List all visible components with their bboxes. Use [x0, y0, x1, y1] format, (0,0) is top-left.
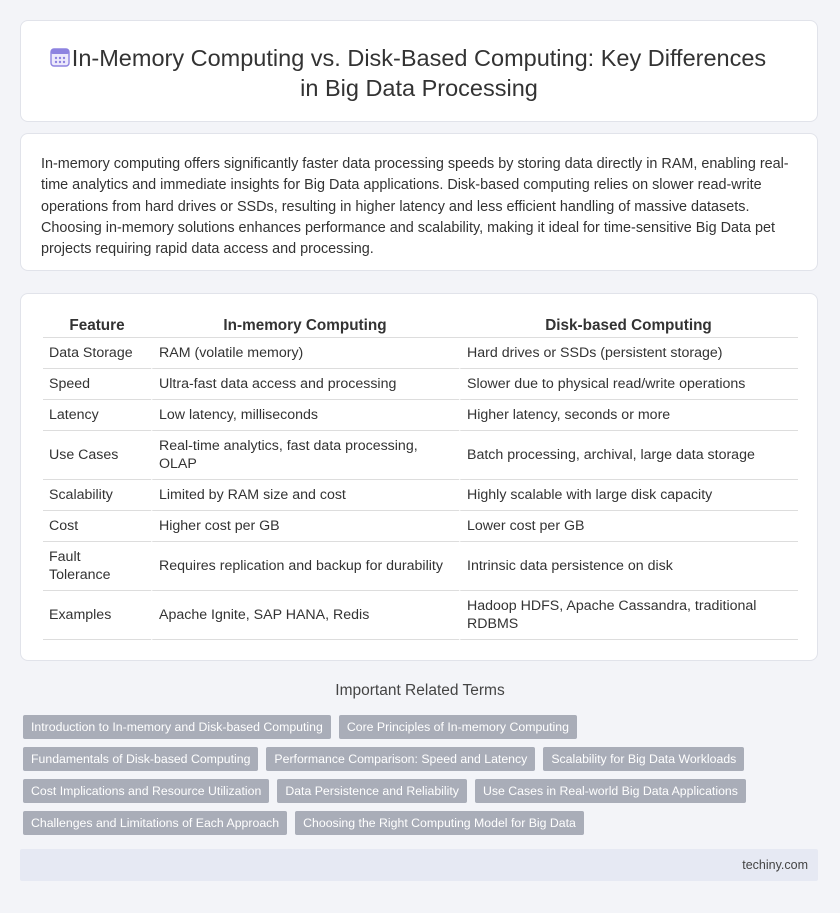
table-row: [43, 400, 798, 431]
table-header-row: [43, 314, 798, 338]
related-terms-heading: Important Related Terms: [335, 682, 505, 699]
related-term-tag[interactable]: Performance Comparison: Speed and Latency: [266, 747, 535, 771]
related-term-tag[interactable]: Data Persistence and Reliability: [277, 779, 467, 803]
row-feature: Scalability: [43, 480, 151, 511]
row-disk-based: Lower cost per GB: [459, 511, 798, 542]
row-in-memory: Ultra-fast data access and processing: [151, 369, 459, 400]
row-disk-based: Hard drives or SSDs (persistent storage): [459, 338, 798, 369]
row-in-memory: Higher cost per GB: [151, 511, 459, 542]
related-term-tag[interactable]: Use Cases in Real-world Big Data Applications: [475, 779, 746, 803]
row-in-memory: Real-time analytics, fast data processing, OLAP: [151, 431, 459, 480]
row-disk-based: Slower due to physical read/write operations: [459, 369, 798, 400]
header-in-memory: In-memory Computing: [151, 314, 459, 338]
row-feature: Speed: [43, 369, 151, 400]
page-title: [21, 43, 817, 103]
table-row: [43, 511, 798, 542]
title-card: [20, 20, 818, 122]
related-terms-list: [23, 715, 813, 835]
related-term-tag[interactable]: Cost Implications and Resource Utilization: [23, 779, 269, 803]
related-term-tag[interactable]: Core Principles of In-memory Computing: [339, 715, 577, 739]
row-feature: Cost: [43, 511, 151, 542]
related-term-tag[interactable]: Challenges and Limitations of Each Approach: [23, 811, 287, 835]
page-title-line1: In-Memory Computing vs. Disk-Based Computing: Key Differences: [71, 45, 767, 71]
intro-card: [20, 133, 818, 271]
row-in-memory: RAM (volatile memory): [151, 338, 459, 369]
table-row: [43, 591, 798, 640]
comparison-table-card: [20, 293, 818, 661]
footer: [20, 849, 818, 881]
related-term-tag[interactable]: Scalability for Big Data Workloads: [543, 747, 744, 771]
row-feature: Fault Tolerance: [43, 542, 151, 591]
comparison-table: [43, 314, 798, 640]
row-in-memory: Low latency, milliseconds: [151, 400, 459, 431]
row-disk-based: Higher latency, seconds or more: [459, 400, 798, 431]
row-in-memory: Limited by RAM size and cost: [151, 480, 459, 511]
table-row: [43, 542, 798, 591]
intro-paragraph: In-memory computing offers significantly faster data processing speeds by storing data directly in RAM, enabling real-time analytics and immediate insights for Big Data applications. Disk-based computing relies on slower read-write operations from hard drives or SSDs, resulting in higher latency and less efficient handling of massive datasets. Choosing in-memory solutions enhances performance and scalability, making it ideal for time-sensitive Big Data pet projects requiring rapid data access and processing.: [41, 156, 789, 258]
footer-site-link[interactable]: techiny.com: [742, 858, 808, 872]
header-disk-based: Disk-based Computing: [459, 314, 798, 338]
row-in-memory: Apache Ignite, SAP HANA, Redis: [151, 591, 459, 640]
row-disk-based: Batch processing, archival, large data storage: [459, 431, 798, 480]
row-disk-based: Hadoop HDFS, Apache Cassandra, traditional RDBMS: [459, 591, 798, 640]
row-feature: Latency: [43, 400, 151, 431]
table-row: [43, 431, 798, 480]
row-feature: Data Storage: [43, 338, 151, 369]
table-row: [43, 338, 798, 369]
row-feature: Examples: [43, 591, 151, 640]
related-term-tag[interactable]: Introduction to In-memory and Disk-based Computing: [23, 715, 331, 739]
row-in-memory: Requires replication and backup for durability: [151, 542, 459, 591]
table-row: [43, 480, 798, 511]
related-term-tag[interactable]: Choosing the Right Computing Model for Big Data: [295, 811, 584, 835]
header-feature: Feature: [43, 314, 151, 338]
row-disk-based: Intrinsic data persistence on disk: [459, 542, 798, 591]
table-row: [43, 369, 798, 400]
row-disk-based: Highly scalable with large disk capacity: [459, 480, 798, 511]
row-feature: Use Cases: [43, 431, 151, 480]
page-title-line2: in Big Data Processing: [300, 75, 538, 101]
related-term-tag[interactable]: Fundamentals of Disk-based Computing: [23, 747, 258, 771]
